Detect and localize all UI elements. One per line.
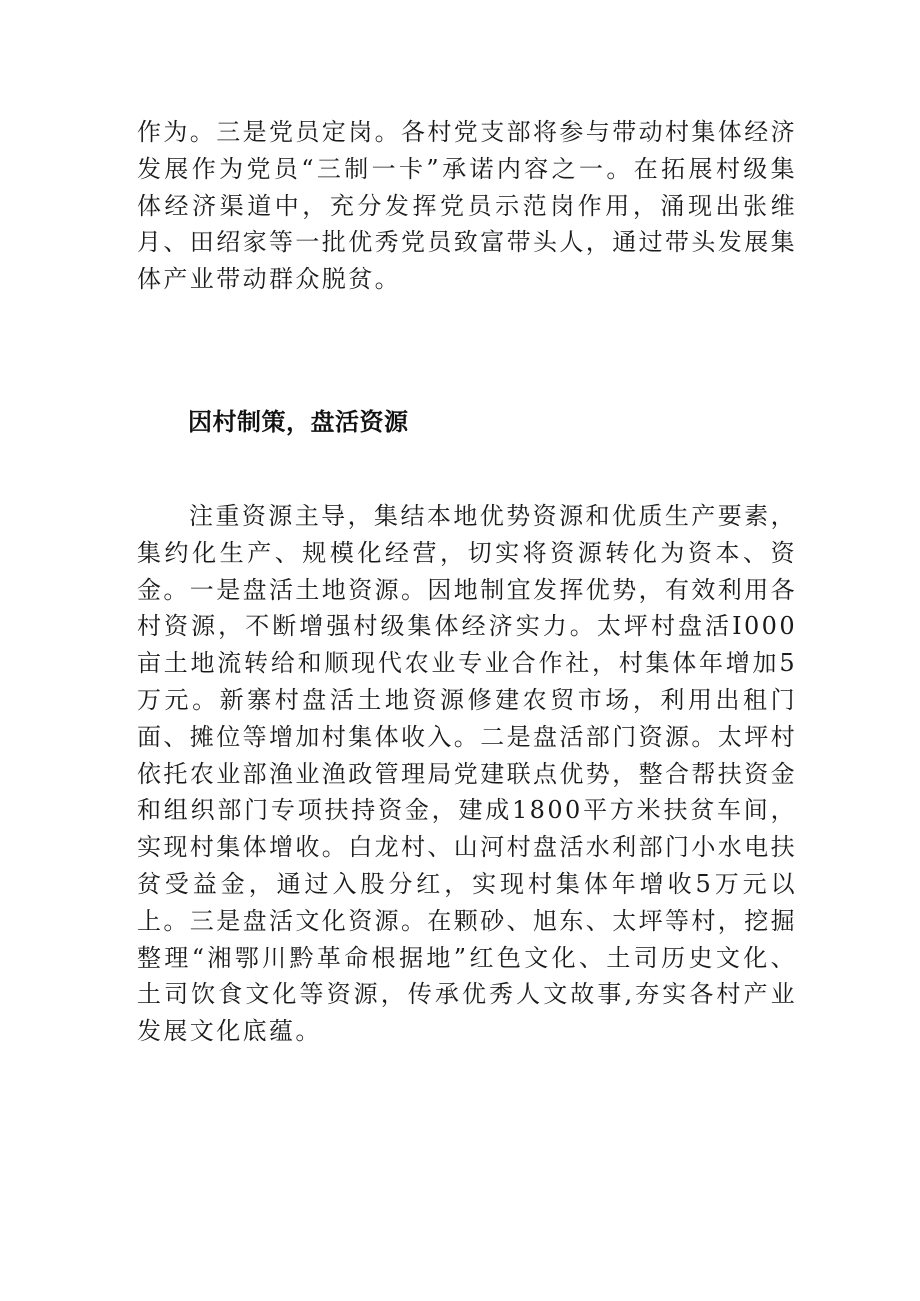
body-paragraph-continued: 作为。三是党员定岗。各村党支部将参与带动村集体经济发展作为党员“三制一卡”承诺内容之一。在拓展村级集体经济渠道中，充分发挥党员示范岗作用，涌现出张维月、田绍家等一批优秀党员致富带头人，通过带头发展集体产业带动群众脱贫。 xyxy=(137,118,797,294)
body-paragraph: 注重资源主导，集结本地优势资源和优质生产要素，集约化生产、规模化经营，切实将资源转化为资本、资金。一是盘活土地资源。因地制宜发挥优势，有效利用各村资源，不断增强村级集体经济实力。太坪村盘活I000亩土地流转给和顺现代农业专业合作社，村集体年增加5万元。新寨村盘活土地资源修建农贸市场，利用出租门面、摊位等增加村集体收入。二是盘活部门资源。太坪村依托农业部渔业渔政管理局党建联点优势，整合帮扶资金和组织部门专项扶持资金，建成1800平方米扶贫车间，实现村集体增收。白龙村、山河村盘活水利部门小水电扶贫受益金，通过入股分红，实现村集体年增收5万元以上。三是盘活文化资源。在颗砂、旭东、太坪等村，挖掘整理“湘鄂川黔革命根据地”红色文化、土司历史文化、土司饮食文化等资源，传承优秀人文故事,夯实各村产业发展文化底蕴。 xyxy=(137,502,797,1046)
section-heading: 因村制策，盘活资源 xyxy=(188,408,409,436)
